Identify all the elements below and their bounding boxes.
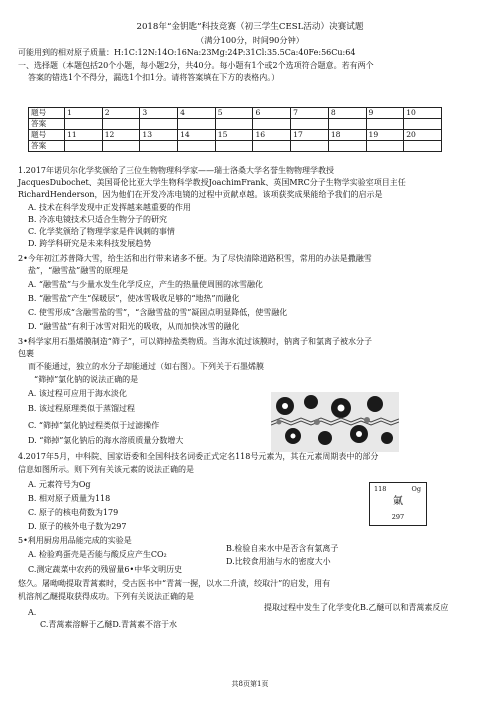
q1-option-a[interactable]: A. 技术在科学发现中正发挥越来越重要的作用 [28,203,191,212]
answer-cell[interactable] [366,141,404,152]
q5-stem-line-1: 5•利用厨房用品能完成的实验是 [18,536,132,545]
question-number: 9 [366,108,404,119]
q3-option-a[interactable]: A. 该过程可应用于海水淡化 [28,389,127,398]
q1-option-d[interactable]: D. 跨学科研究是未来科技发展趋势 [28,239,152,248]
instructions-line-1: 一、选择题（本题包括20个小题，每小题2分，共40分。每小题有1个或2个选项符合题意。若有两个 [18,61,374,70]
q6-option-a[interactable]: A. [28,608,37,617]
answer-label: 答案 [29,119,65,130]
answer-cell[interactable] [140,119,178,130]
question-number: 12 [102,130,140,141]
question-number: 6 [253,108,291,119]
question-number: 10 [404,108,442,119]
q4-option-d[interactable]: D. 原子的核外电子数为297 [28,522,127,531]
question-number: 15 [215,130,253,141]
question-number: 16 [253,130,291,141]
element-name: 氭 [393,496,403,507]
q4-option-a[interactable]: A. 元素符号为Og [28,480,91,489]
q3-option-c[interactable]: C. “筛掉”氯化钠过程类似于过滤操作 [28,421,160,430]
answer-cell[interactable] [291,119,329,130]
table-row [29,130,442,141]
answer-cell[interactable] [253,141,291,152]
page-footer: 共8页第1页 [231,680,269,688]
question-number-label: 题号 [29,108,65,119]
table-row [29,108,442,119]
q2-stem-line-2: 盐”，“融雪盐”融雪的原理是 [28,266,129,275]
answer-cell[interactable] [253,119,291,130]
answer-cell[interactable] [404,141,442,152]
answer-cell[interactable] [178,141,216,152]
question-number: 20 [404,130,442,141]
answer-cell[interactable] [65,119,103,130]
q3-stem-line-2: 包裹 [18,349,34,358]
q1-stem-line-2: JacquesDubochet、美国哥伦比亚大学生物科学教授JoachimFrank、英国MRC分子生物学实验室项目主任 [18,178,406,187]
q2-option-d[interactable]: D. “融雪盐”有利于冰雪对阳光的吸收，从而加快冰雪的融化 [28,322,240,331]
answer-cell[interactable] [328,141,366,152]
graphene-membrane-figure [271,392,399,452]
q6-option-c-d[interactable]: C.青蒿素溶解于乙醚D.青蒿素不溶于水 [40,620,178,629]
table-row [29,141,442,152]
question-number: 8 [328,108,366,119]
exam-subtitle: （满分100分，时间90分钟） [196,35,304,45]
element-symbol: Og [411,485,421,493]
q6-option-a-text[interactable]: 提取过程中发生了化学变化B.乙醚可以和青蒿素反应 [264,603,449,612]
answer-table [28,107,442,152]
q2-option-c[interactable]: C. 使雪形成“含融雪盐的雪”，“含融雪盐的雪”凝固点明显降低，使雪融化 [28,308,288,317]
q5-option-a[interactable]: A. 检验鸡蛋壳是否能与酸反应产生CO₂ [28,550,167,559]
q4-option-c[interactable]: C. 原子的核电荷数为179 [28,508,119,517]
question-number: 19 [366,130,404,141]
q2-option-a[interactable]: A. “融雪盐”与少量水发生化学反应，产生的热量使周围的冰雪融化 [28,280,264,289]
exam-title: 2018年“金钥匙”科技竞赛（初三学生CESL活动）决赛试题 [136,22,364,32]
question-number: 18 [328,130,366,141]
atomic-number: 118 [374,485,387,493]
q5-option-c[interactable]: C.测定蔬菜中农药的残留量6•中华文明历史 [28,565,183,574]
question-number: 17 [291,130,329,141]
answer-label: 答案 [29,141,65,152]
q4-stem-line-2: 信息如图所示。则下列有关该元素的说法正确的是 [18,465,194,474]
q3-stem-line-4: “筛掉”氯化钠的说法正确的是 [34,375,139,384]
q3-stem-line-1: 3•科学家用石墨烯膜制造“筛子”，可以筛掉盐类物质。当海水流过该膜时，钠离子和氯离子被水分子 [18,337,372,346]
answer-cell[interactable] [215,141,253,152]
q5-option-b[interactable]: B.检验自来水中是否含有氯离子 [226,544,339,553]
question-number: 13 [140,130,178,141]
answer-cell[interactable] [65,141,103,152]
question-number: 5 [215,108,253,119]
answer-cell[interactable] [102,119,140,130]
atomic-masses: 可能用到的相对原子质量：H:1C:12N:14O:16Na:23Mg:24P:31Cl:35.5Ca:40Fe:56Cu:64 [18,48,356,57]
q2-option-b[interactable]: B. “融雪盐”产生“保暖层”，使冰雪吸收足够的“地热”而融化 [28,294,240,303]
question-number: 1 [65,108,103,119]
atomic-mass: 297 [391,513,405,522]
question-number: 4 [178,108,216,119]
answer-cell[interactable] [328,119,366,130]
q5-option-d[interactable]: D.比较食用油与水的密度大小 [226,557,331,566]
instructions-line-2: 答案的错选1个不得分，漏选1个扣1分。请将答案填在下方的表格内。） [28,73,280,82]
question-number: 7 [291,108,329,119]
answer-cell[interactable] [102,141,140,152]
question-number: 3 [140,108,178,119]
q2-stem-line-1: 2•今年初江苏普降大雪，给生活和出行带来诸多不便。为了尽快清除道路积雪，常用的办法是撒融雪 [18,254,372,263]
question-number: 14 [178,130,216,141]
q4-option-b[interactable]: B. 相对原子质量为118 [28,494,111,503]
periodic-table-element-card [369,482,427,526]
q6-stem-line-2: 机溶剂乙醚提取获得成功。下列有关说法正确的是 [18,592,194,601]
question-number: 2 [102,108,140,119]
q3-option-d[interactable]: D. “筛掉”氯化钠后的海水溶质质量分数增大 [28,436,184,445]
q3-option-b[interactable]: B. 该过程原理类似于蒸馏过程 [28,404,135,413]
answer-cell[interactable] [215,119,253,130]
answer-cell[interactable] [404,119,442,130]
q3-stem-line-3: 而不能通过，独立的水分子却能通过（如右图）。下列关于石墨烯膜 [28,362,264,371]
q4-stem-line-1: 4.2017年5月，中科院、国家语委和全国科技名词委正式定名118号元素为，其在元素周期表中的部分 [18,452,379,461]
answer-cell[interactable] [291,141,329,152]
q1-option-c[interactable]: C. 化学奖颁给了物理学家是件讽刺的事情 [28,227,175,236]
table-row [29,119,442,130]
q1-stem-line-3: RichardHenderson，因为他们在开发冷冻电镜的过程中贡献卓越。该项获奖成果能给予我们的启示是 [18,190,383,199]
question-number-label: 题号 [29,130,65,141]
question-number: 11 [65,130,103,141]
answer-cell[interactable] [366,119,404,130]
answer-cell[interactable] [140,141,178,152]
answer-cell[interactable] [178,119,216,130]
q6-stem-line-1: 悠久。屠呦呦提取青蒿素时，受古医书中“青蒿一握，以水二升渍，绞取汁”的启发，用有 [18,579,331,588]
q1-option-b[interactable]: B. 冷冻电镜技术只适合生物分子的研究 [28,215,167,224]
q1-stem-line-1: 1.2017年诺贝尔化学奖颁给了三位生物物理科学家——瑞士洛桑大学名誉生物物理学教授 [18,166,334,175]
